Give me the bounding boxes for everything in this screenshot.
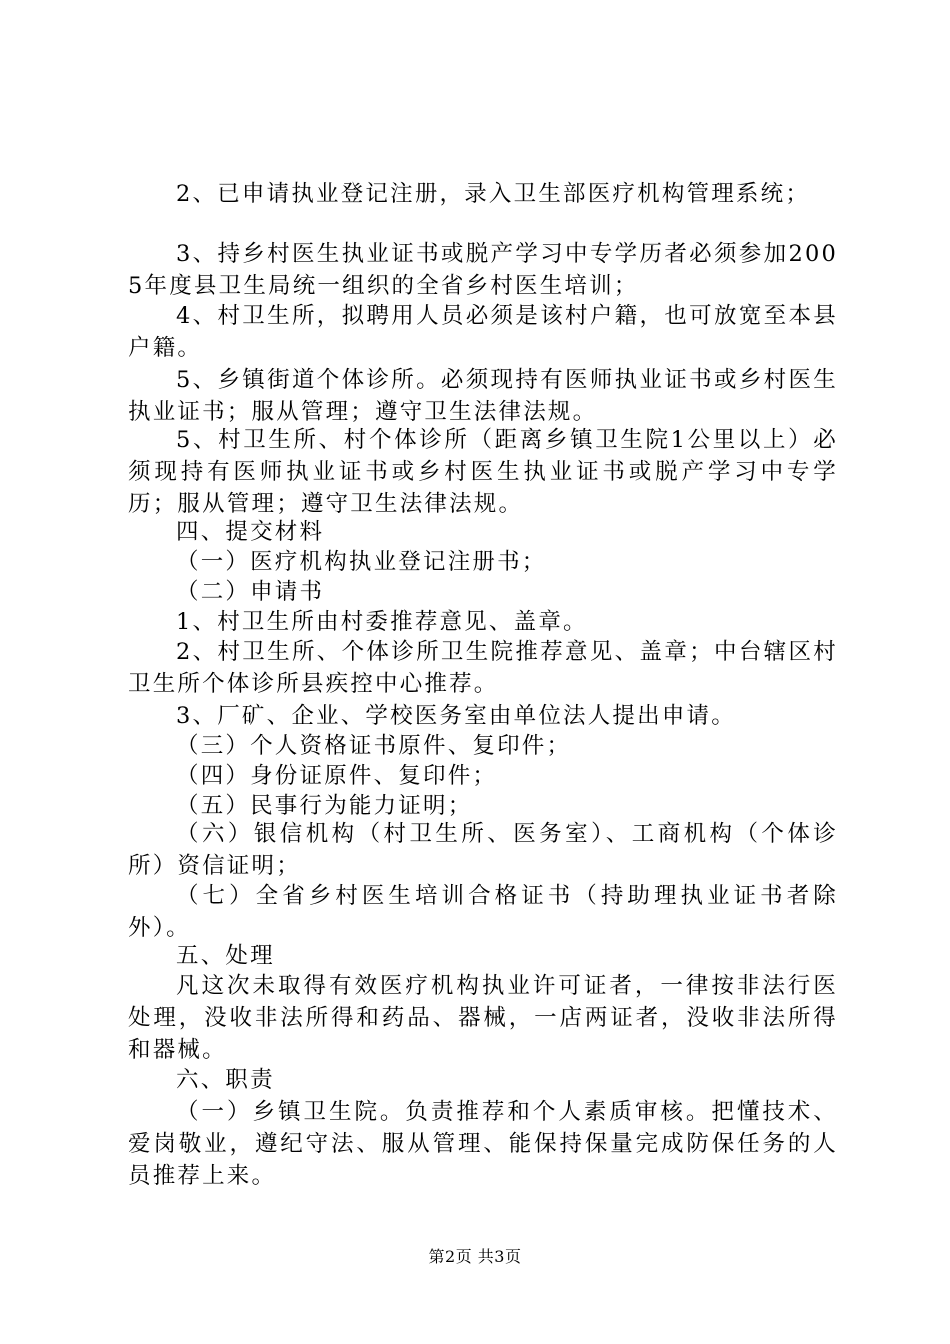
paragraph-item-3-training: 3、持乡村医生执业证书或脱产学习中专学历者必须参加2005年度县卫生局统一组织的全省乡村医生培训； xyxy=(128,241,838,299)
page-footer: 第2页 共3页 xyxy=(428,1247,522,1266)
list-item-factory: 3、厂矿、企业、学校医务室由单位法人提出申请。 xyxy=(176,703,736,729)
list-item-application: （二）申请书 xyxy=(176,579,325,605)
section-heading-duties: 六、职责 xyxy=(176,1067,275,1093)
paragraph-handling: 凡这次未取得有效医疗机构执业许可证者，一律按非法行医处理，没收非法所得和药品、器械，一店两证者，没收非法所得和器械。 xyxy=(128,973,838,1063)
list-item-capacity-proof: （五）民事行为能力证明； xyxy=(176,793,473,819)
paragraph-item-2-registration: 2、已申请执业登记注册，录入卫生部医疗机构管理系统； xyxy=(176,181,811,207)
list-item-credit-proof: （六）银信机构（村卫生所、医务室）、工商机构（个体诊所）资信证明； xyxy=(128,821,838,879)
list-item-id-card: （四）身份证原件、复印件； xyxy=(176,763,498,789)
list-item-village-committee: 1、村卫生所由村委推荐意见、盖章。 xyxy=(176,609,588,635)
list-item-training-cert: （七）全省乡村医生培训合格证书（持助理执业证书者除外）。 xyxy=(128,883,838,941)
section-heading-materials: 四、提交材料 xyxy=(176,519,325,545)
list-item-certificate: （三）个人资格证书原件、复印件； xyxy=(176,733,572,759)
paragraph-item-5-clinic: 5、乡镇街道个体诊所。必须现持有医师执业证书或乡村医生执业证书；服从管理；遵守卫生法律法规。 xyxy=(128,367,838,425)
paragraph-item-5-village-clinic: 5、村卫生所、村个体诊所（距离乡镇卫生院1公里以上）必须现持有医师执业证书或乡村医生执业证书或脱产学习中专学历；服从管理；遵守卫生法律法规。 xyxy=(128,427,838,517)
paragraph-item-4-household: 4、村卫生所，拟聘用人员必须是该村户籍，也可放宽至本县户籍。 xyxy=(128,303,838,361)
paragraph-duties-health-center: （一）乡镇卫生院。负责推荐和个人素质审核。把懂技术、爱岗敬业，遵纪守法、服从管理、能保持保量完成防保任务的人员推荐上来。 xyxy=(128,1099,838,1189)
list-item-health-center: 2、村卫生所、个体诊所卫生院推荐意见、盖章；中台辖区村卫生所个体诊所县疾控中心推荐。 xyxy=(128,639,838,697)
list-item-registration-book: （一）医疗机构执业登记注册书； xyxy=(176,549,547,575)
section-heading-handling: 五、处理 xyxy=(176,943,275,969)
